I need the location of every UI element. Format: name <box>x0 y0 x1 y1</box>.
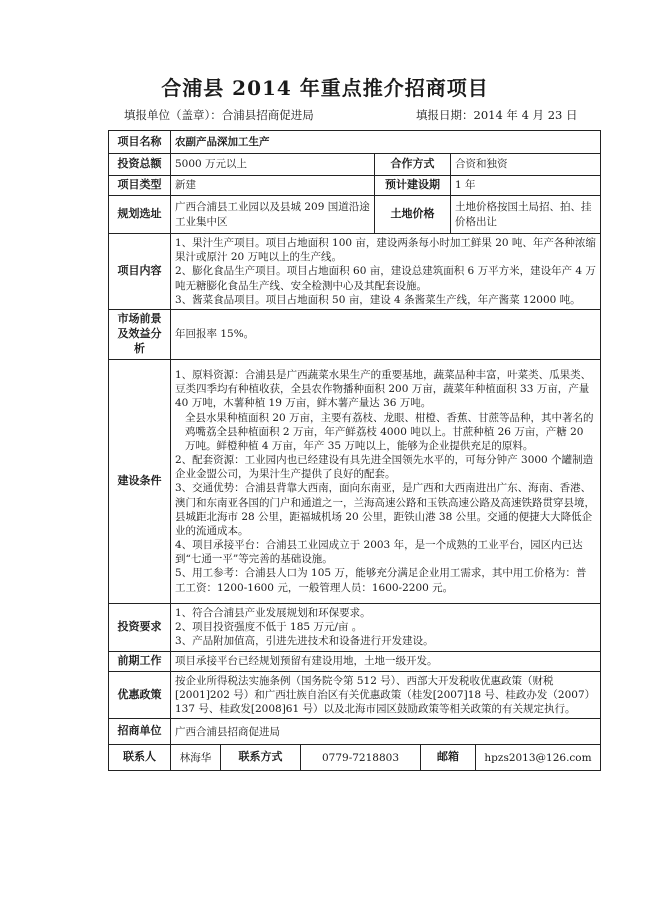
reporting-unit: 填报单位（盖章）：合浦县招商促进局 <box>124 108 314 122</box>
content-item: 3、酱菜食品项目。项目占地面积 50 亩，建设 4 条酱菜生产线，年产酱菜 12000 吨。 <box>175 293 581 306</box>
investment-value: 5000 万元以上 <box>171 154 375 176</box>
row-investment <box>109 154 601 176</box>
policy-label: 优惠政策 <box>109 671 171 719</box>
contact-email-label: 邮箱 <box>421 745 476 771</box>
row-requirements <box>109 603 601 651</box>
row-preliminary <box>109 651 601 671</box>
requirements-value <box>171 603 601 651</box>
cooperation-value: 合资和独资 <box>451 154 601 176</box>
preliminary-label: 前期工作 <box>109 651 171 671</box>
contact-email-value: hpzs2013@126.com <box>476 745 601 771</box>
construction-period-value: 1 年 <box>451 176 601 196</box>
agency-value: 广西合浦县招商促进局 <box>171 719 601 745</box>
project-form-table <box>108 130 601 771</box>
market-label: 市场前景及效益分析 <box>109 309 171 359</box>
preliminary-value: 项目承接平台已经规划预留有建设用地，土地一级开发。 <box>171 651 601 671</box>
row-project-type <box>109 176 601 196</box>
condition-item: 3、交通优势：合浦县背靠大西南，面向东南亚，是广西和大西南进出广东、海南、香港、澳门和东南亚各国的门户和通道之一，兰海高速公路和玉铁高速公路及高速铁路贯穿县境，县城距北海市 28 公里，距福城机场 20 公里，距铁山港 38 公里。交通的便捷大大降低企业的流通成本。 <box>175 482 595 537</box>
requirement-item: 1、符合合浦县产业发展规划和环保要求。 <box>175 607 371 620</box>
site-label: 规划选址 <box>109 196 171 234</box>
requirements-label: 投资要求 <box>109 603 171 651</box>
cooperation-label: 合作方式 <box>375 154 451 176</box>
content-label: 项目内容 <box>109 234 171 310</box>
requirement-item: 2、项目投资强度不低于 185 万元/亩 。 <box>175 621 363 634</box>
project-name-value: 农副产品深加工生产 <box>171 131 601 154</box>
row-site <box>109 196 601 234</box>
contact-person-value: 林海华 <box>171 745 221 771</box>
row-conditions <box>109 359 601 603</box>
content-item: 1、果汁生产项目。项目占地面积 100 亩，建设两条每小时加工鲜果 20 吨、年产各种浓缩果汁或原汁 20 万吨以上的生产线。 <box>175 237 596 264</box>
content-value <box>171 234 601 310</box>
contact-person-label: 联系人 <box>109 745 171 771</box>
conditions-label: 建设条件 <box>109 359 171 603</box>
project-name-label: 项目名称 <box>109 131 171 154</box>
row-agency <box>109 719 601 745</box>
project-type-value: 新建 <box>171 176 375 196</box>
site-value: 广西合浦县工业园以及县城 209 国道沿途工业集中区 <box>171 196 375 234</box>
condition-item: 1、原料资源：合浦县是广西蔬菜水果生产的重要基地，蔬菜品种丰富，叶菜类、瓜果类、豆类四季均有种植收获，全县农作物播种面积 200 万亩，蔬菜年种植面积 33 万亩，产量 40 万吨，木薯种植 19 万亩，鲜木薯产量达 36 万吨。 <box>175 368 592 410</box>
land-price-label: 土地价格 <box>375 196 451 234</box>
row-contact <box>109 745 601 771</box>
market-value: 年回报率 15%。 <box>171 309 601 359</box>
condition-item: 5、用工参考：合浦县人口为 105 万，能够充分满足企业用工需求，其中用工价格为：普工工资：1200-1600 元，一般管理人员：1600-2200 元。 <box>175 567 587 594</box>
contact-phone-label: 联系方式 <box>221 745 301 771</box>
reporting-date: 填报日期：2014 年 4 月 23 日 <box>416 108 578 122</box>
requirement-item: 3、产品附加值高，引进先进技术和设备进行开发建设。 <box>175 635 434 648</box>
condition-item: 全县水果种植面积 20 万亩，主要有荔枝、龙眼、柑橙、香蕉、甘蔗等品种，其中著名的鸡嘴荔全县种植面积 2 万亩，年产鲜荔枝 4000 吨以上。甘蔗种植 26 万亩，产糖 20 万吨。鲜橙种植 4 万亩，年产 35 万吨以上，能够为企业提供充足的原料。 <box>185 411 594 452</box>
condition-item: 4、项目承接平台：合浦县工业园成立于 2003 年，是一个成熟的工业平台，园区内已达到“七通一平”等完善的基础设施。 <box>175 539 583 566</box>
policy-value: 按企业所得税法实施条例（国务院令第 512 号）、西部大开发税收优惠政策（财税[2001]202 号）和广西壮族自治区有关优惠政策（桂发[2007]18 号、桂政办发（2007）137 号、桂政发[2008]61 号）以及北海市园区鼓励政策等相关政策的有关规定执行。 <box>171 671 601 719</box>
page-title: 合浦县 2014 年重点推介招商项目 <box>161 76 489 100</box>
land-price-value: 土地价格按国土局招、拍、挂价格出让 <box>451 196 601 234</box>
investment-label: 投资总额 <box>109 154 171 176</box>
construction-period-label: 预计建设期 <box>375 176 451 196</box>
row-policy <box>109 671 601 719</box>
condition-item: 2、配套资源：工业园内也已经建设有具先进全国领先水平的，可每分钟产 3000 个罐制造企业金盟公司，为果汁生产提供了良好的配套。 <box>175 454 594 481</box>
row-project-name <box>109 131 601 154</box>
row-content <box>109 234 601 310</box>
contact-phone-value: 0779-7218803 <box>301 745 421 771</box>
agency-label: 招商单位 <box>109 719 171 745</box>
row-market <box>109 309 601 359</box>
project-type-label: 项目类型 <box>109 176 171 196</box>
content-item: 2、膨化食品生产项目。项目占地面积 60 亩，建设总建筑面积 6 万平方米，建设年产 4 万吨无糖膨化食品生产线、安全检测中心及其配套设施。 <box>175 265 596 292</box>
conditions-value <box>171 359 601 603</box>
